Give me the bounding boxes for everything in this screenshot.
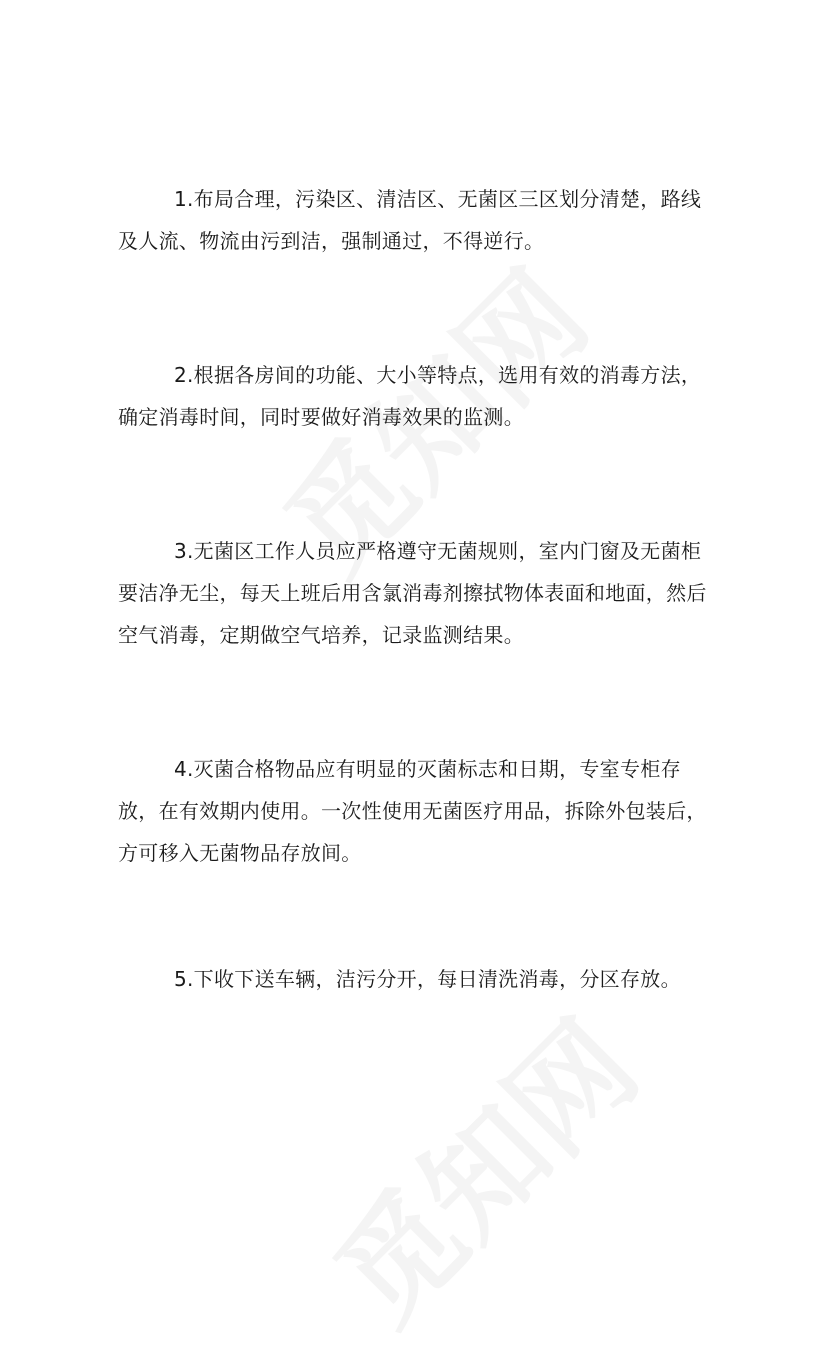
paragraph-1: 1.布局合理，污染区、清洁区、无菌区三区划分清楚，路线及人流、物流由污到洁，强制通过，不得逆行。 xyxy=(118,187,702,253)
paragraph-2: 2.根据各房间的功能、大小等特点，选用有效的消毒方法，确定消毒时间，同时要做好消毒效果的监测。 xyxy=(118,363,702,429)
watermark xyxy=(292,978,668,1354)
paragraph-3: 3.无菌区工作人员应严格遵守无菌规则，室内门窗及无菌柜要洁净无尘，每天上班后用含氯消毒剂擦拭物体表面和地面，然后空气消毒，定期做空气培养，记录监测结果。 xyxy=(118,539,707,647)
paragraph-5: 5.下收下送车辆，洁污分开，每日清洗消毒，分区存放。 xyxy=(174,967,681,991)
paragraph-4: 4.灭菌合格物品应有明显的灭菌标志和日期，专室专柜存放，在有效期内使用。一次性使用无菌医疗用品，拆除外包装后，方可移入无菌物品存放间。 xyxy=(118,757,707,865)
